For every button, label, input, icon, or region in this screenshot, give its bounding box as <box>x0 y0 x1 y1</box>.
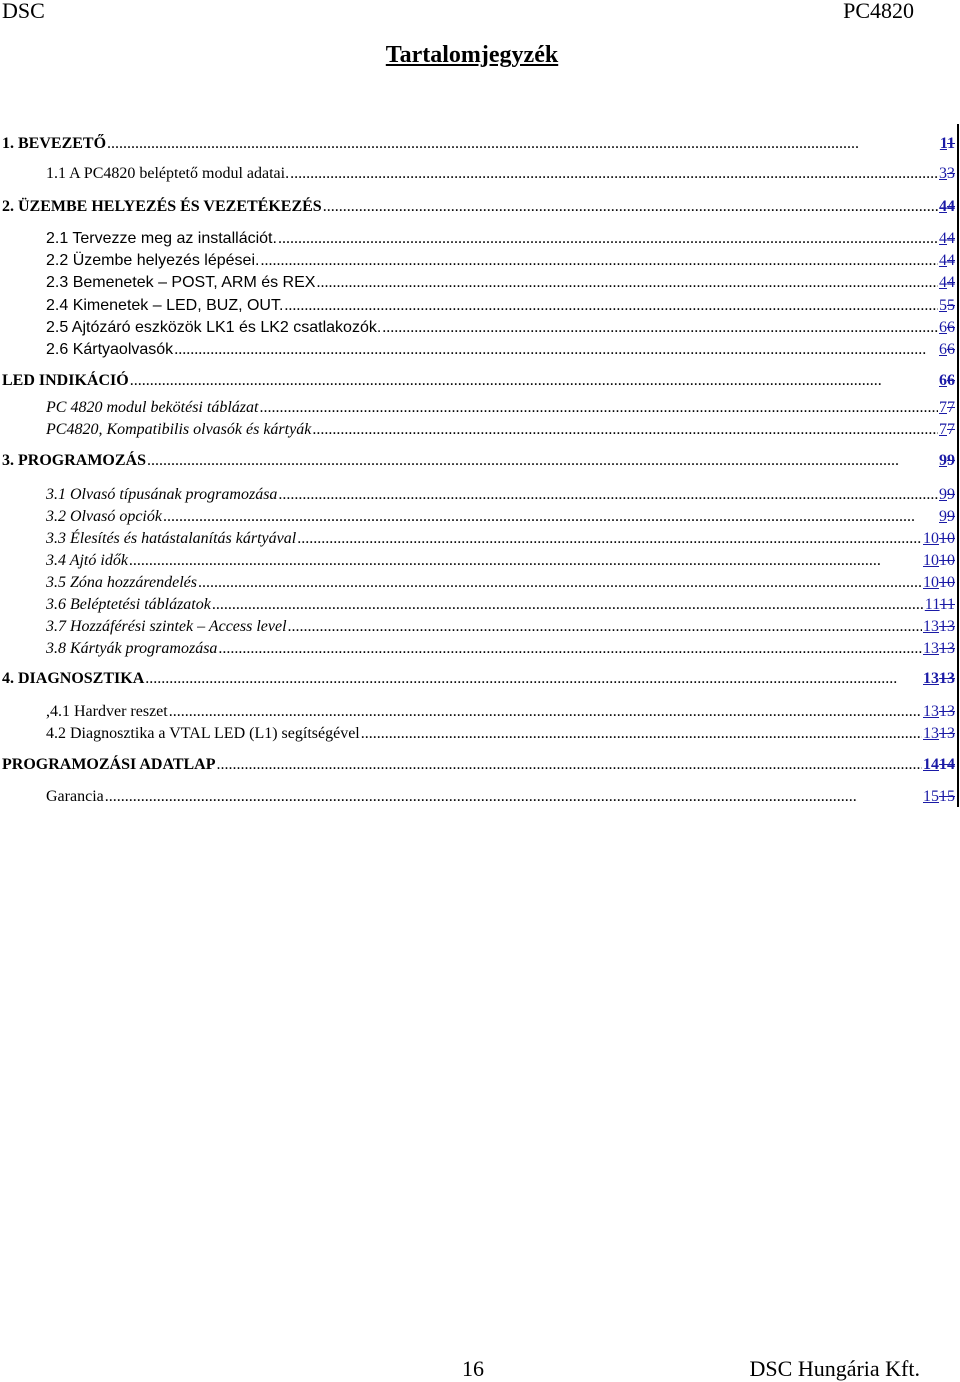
toc-page-number[interactable] <box>939 165 955 183</box>
page-number-inserted: 4 <box>939 198 947 215</box>
page-number-inserted: 1 <box>939 135 947 152</box>
page-number-deleted: 6 <box>947 319 955 336</box>
toc-entry[interactable] <box>46 596 955 614</box>
page-number-inserted: 15 <box>923 788 939 805</box>
toc-page-number[interactable] <box>923 640 955 658</box>
toc-entry[interactable] <box>2 372 955 390</box>
page-number-inserted: 13 <box>923 670 939 687</box>
toc-page-number[interactable] <box>923 756 955 774</box>
toc-entry-label: 3.5 Zóna hozzárendelés <box>46 574 197 591</box>
page-number-deleted: 13 <box>939 618 955 635</box>
page-number-inserted: 14 <box>923 756 939 773</box>
page-number-deleted: 5 <box>947 297 955 314</box>
toc-entry-label: 3.6 Beléptetési táblázatok <box>46 596 211 613</box>
dot-leader <box>259 399 938 417</box>
dot-leader <box>130 372 938 390</box>
toc-entry-label: 1.1 A PC4820 beléptető modul adatai. <box>46 165 290 182</box>
toc-page-number[interactable] <box>939 252 955 270</box>
page-number-deleted: 4 <box>947 252 955 269</box>
page-number-deleted: 6 <box>947 372 955 389</box>
toc-entry[interactable] <box>46 703 955 721</box>
toc-page-number[interactable] <box>939 452 955 470</box>
toc-page-number[interactable] <box>939 341 955 359</box>
dot-leader <box>169 703 922 721</box>
dot-leader <box>361 725 922 743</box>
toc-entry-label: 3. PROGRAMOZÁS <box>2 452 146 469</box>
toc-entry-label: PC4820, Kompatibilis olvasók és kártyák <box>46 421 312 438</box>
toc-entry-label: LED INDIKÁCIÓ <box>2 372 129 389</box>
page-number-inserted: 13 <box>923 618 939 635</box>
dot-leader <box>297 530 922 548</box>
toc-page-number[interactable] <box>923 530 955 548</box>
dot-leader <box>312 421 938 439</box>
toc-page-number[interactable] <box>923 574 955 592</box>
page-number-inserted: 10 <box>923 574 939 591</box>
toc-entry-label: ,4.1 Hardver reszet <box>46 703 168 720</box>
dot-leader <box>129 552 922 570</box>
dot-leader <box>316 274 938 292</box>
toc-page-number[interactable] <box>939 486 955 504</box>
page-number-inserted: 10 <box>923 530 939 547</box>
dot-leader <box>288 618 922 636</box>
page-number-deleted: 13 <box>939 725 955 742</box>
toc-entry-label: 1. BEVEZETŐ <box>2 135 107 152</box>
toc-entry[interactable] <box>46 230 955 248</box>
toc-entry[interactable] <box>46 319 955 337</box>
dot-leader <box>323 198 938 216</box>
dot-leader <box>218 640 922 658</box>
toc-page-number[interactable] <box>939 372 955 390</box>
dot-leader <box>174 341 938 359</box>
toc-entry[interactable] <box>46 640 955 658</box>
footer-company: DSC Hungária Kft. <box>749 1356 920 1381</box>
dot-leader <box>217 756 923 774</box>
footer-page-number: 16 <box>462 1356 484 1381</box>
page-number-deleted: 9 <box>947 486 955 503</box>
page-number-deleted: 10 <box>939 574 955 591</box>
toc-entry-label: 2.1 Tervezze meg az installációt. <box>46 230 277 247</box>
page-number-deleted: 9 <box>947 508 955 525</box>
dot-leader <box>212 596 924 614</box>
toc-entry-label: 3.8 Kártyák programozása <box>46 640 218 657</box>
page-number-inserted: 4 <box>939 252 947 269</box>
dot-leader <box>145 670 922 688</box>
toc-entry[interactable] <box>46 508 955 526</box>
page-number-inserted: 6 <box>939 319 947 336</box>
toc-page-number[interactable] <box>940 135 955 153</box>
toc-entry[interactable] <box>46 297 955 315</box>
toc-entry[interactable] <box>46 399 955 417</box>
page-number-deleted: 9 <box>947 452 955 469</box>
toc-page-number[interactable] <box>923 552 955 570</box>
toc-entry-label: 2.4 Kimenetek – LED, BUZ, OUT. <box>46 297 284 314</box>
dot-leader <box>278 230 938 248</box>
toc-page-number[interactable] <box>923 703 955 721</box>
toc-page-number[interactable] <box>923 725 955 743</box>
page-number-inserted: 5 <box>939 297 947 314</box>
page-number-deleted: 13 <box>939 703 955 720</box>
page-number-inserted: 6 <box>939 341 947 358</box>
dot-leader <box>105 788 922 806</box>
dot-leader <box>198 574 922 592</box>
toc-entry-label: 2.2 Üzembe helyezés lépései. <box>46 252 260 269</box>
page-number-deleted: 1 <box>947 135 955 152</box>
toc-page-number[interactable] <box>939 230 955 248</box>
page-number-inserted: 4 <box>939 230 947 247</box>
page-number-deleted: 15 <box>939 788 955 805</box>
toc-entry-label: 3.4 Ajtó idők <box>46 552 128 569</box>
page-number-deleted: 7 <box>947 421 955 438</box>
page-number-deleted: 13 <box>939 640 955 657</box>
page-number-deleted: 3 <box>947 165 955 182</box>
page-number-inserted: 13 <box>923 640 939 657</box>
toc-entry-label: 3.3 Élesítés és hatástalanítás kártyával <box>46 530 297 547</box>
page-number-deleted: 6 <box>947 341 955 358</box>
page-number-inserted: 11 <box>924 596 940 613</box>
page-number-deleted: 14 <box>939 756 955 773</box>
page-number-inserted: 9 <box>939 452 947 469</box>
toc-entry[interactable] <box>46 274 955 292</box>
toc-page-number[interactable] <box>939 319 955 337</box>
dot-leader <box>260 252 938 270</box>
toc-entry-label: 3.7 Hozzáférési szintek – Access level <box>46 618 287 635</box>
page-number-inserted: 10 <box>923 552 939 569</box>
toc-page-number[interactable] <box>939 399 955 417</box>
toc-entry[interactable] <box>2 198 955 216</box>
page-number-inserted: 13 <box>923 703 939 720</box>
toc-entry[interactable] <box>2 670 955 688</box>
toc-entry[interactable] <box>46 788 955 806</box>
page-number-inserted: 9 <box>939 486 947 503</box>
page-number-deleted: 13 <box>939 670 955 687</box>
toc-entry[interactable] <box>2 756 955 774</box>
page-number-inserted: 13 <box>923 725 939 742</box>
page-number-deleted: 4 <box>947 274 955 291</box>
toc-entry[interactable] <box>46 252 955 270</box>
toc-entry[interactable] <box>2 135 955 153</box>
toc-entry-label: 4. DIAGNOSZTIKA <box>2 670 145 687</box>
page-number-inserted: 9 <box>939 508 947 525</box>
toc-entry-label: PC 4820 modul bekötési táblázat <box>46 399 259 416</box>
dot-leader <box>163 508 938 526</box>
header-right: PC4820 <box>843 0 914 23</box>
dot-leader <box>107 135 939 153</box>
dot-leader <box>284 297 938 315</box>
toc-page-number[interactable] <box>923 788 955 806</box>
toc-page-number[interactable] <box>939 274 955 292</box>
toc-entry[interactable] <box>46 552 955 570</box>
toc-page-number[interactable] <box>939 198 955 216</box>
dot-leader <box>290 165 938 183</box>
toc-entry-label: 3.1 Olvasó típusának programozása <box>46 486 278 503</box>
page-number-inserted: 3 <box>939 165 947 182</box>
toc-entry[interactable] <box>2 452 955 470</box>
toc-entry[interactable] <box>46 486 955 504</box>
page-number-deleted: 10 <box>939 552 955 569</box>
toc-entry-label: 4.2 Diagnosztika a VTAL LED (L1) segítségével <box>46 725 360 742</box>
header-left: DSC <box>2 0 45 23</box>
page-number-inserted: 6 <box>939 372 947 389</box>
page-number-inserted: 7 <box>939 399 947 416</box>
toc-entry[interactable] <box>46 574 955 592</box>
toc-entry-label: Garancia <box>46 788 104 805</box>
page-number-deleted: 11 <box>939 596 955 613</box>
toc-entry[interactable] <box>46 341 955 359</box>
page-title: Tartalomjegyzék <box>385 42 559 68</box>
page-number-deleted: 7 <box>947 399 955 416</box>
toc-page-number[interactable] <box>939 508 955 526</box>
toc-entry[interactable] <box>46 421 955 439</box>
toc-page-number[interactable] <box>939 421 955 439</box>
dot-leader <box>278 486 938 504</box>
toc-page-number[interactable] <box>923 670 955 688</box>
toc-entry[interactable] <box>46 165 955 183</box>
toc-page-number[interactable] <box>925 596 955 614</box>
dot-leader <box>382 319 938 337</box>
toc-entry[interactable] <box>46 530 955 548</box>
toc-page-number[interactable] <box>939 297 955 315</box>
toc-entry-label: 2.5 Ajtózáró eszközök LK1 és LK2 csatlakozók. <box>46 319 382 336</box>
dot-leader <box>147 452 938 470</box>
toc-entry-label: 3.2 Olvasó opciók <box>46 508 162 525</box>
toc-entry[interactable] <box>46 725 955 743</box>
toc-entry[interactable] <box>46 618 955 636</box>
page-number-deleted: 4 <box>947 198 955 215</box>
toc-page-number[interactable] <box>923 618 955 636</box>
toc-entry-label: 2. ÜZEMBE HELYEZÉS ÉS VEZETÉKEZÉS <box>2 198 322 215</box>
toc-entry-label: PROGRAMOZÁSI ADATLAP <box>2 756 216 773</box>
toc-entry-label: 2.6 Kártyaolvasók <box>46 341 174 358</box>
page-number-inserted: 7 <box>939 421 947 438</box>
page-number-deleted: 10 <box>939 530 955 547</box>
page-number-deleted: 4 <box>947 230 955 247</box>
toc-entry-label: 2.3 Bemenetek – POST, ARM és REX <box>46 274 316 291</box>
page-number-inserted: 4 <box>939 274 947 291</box>
